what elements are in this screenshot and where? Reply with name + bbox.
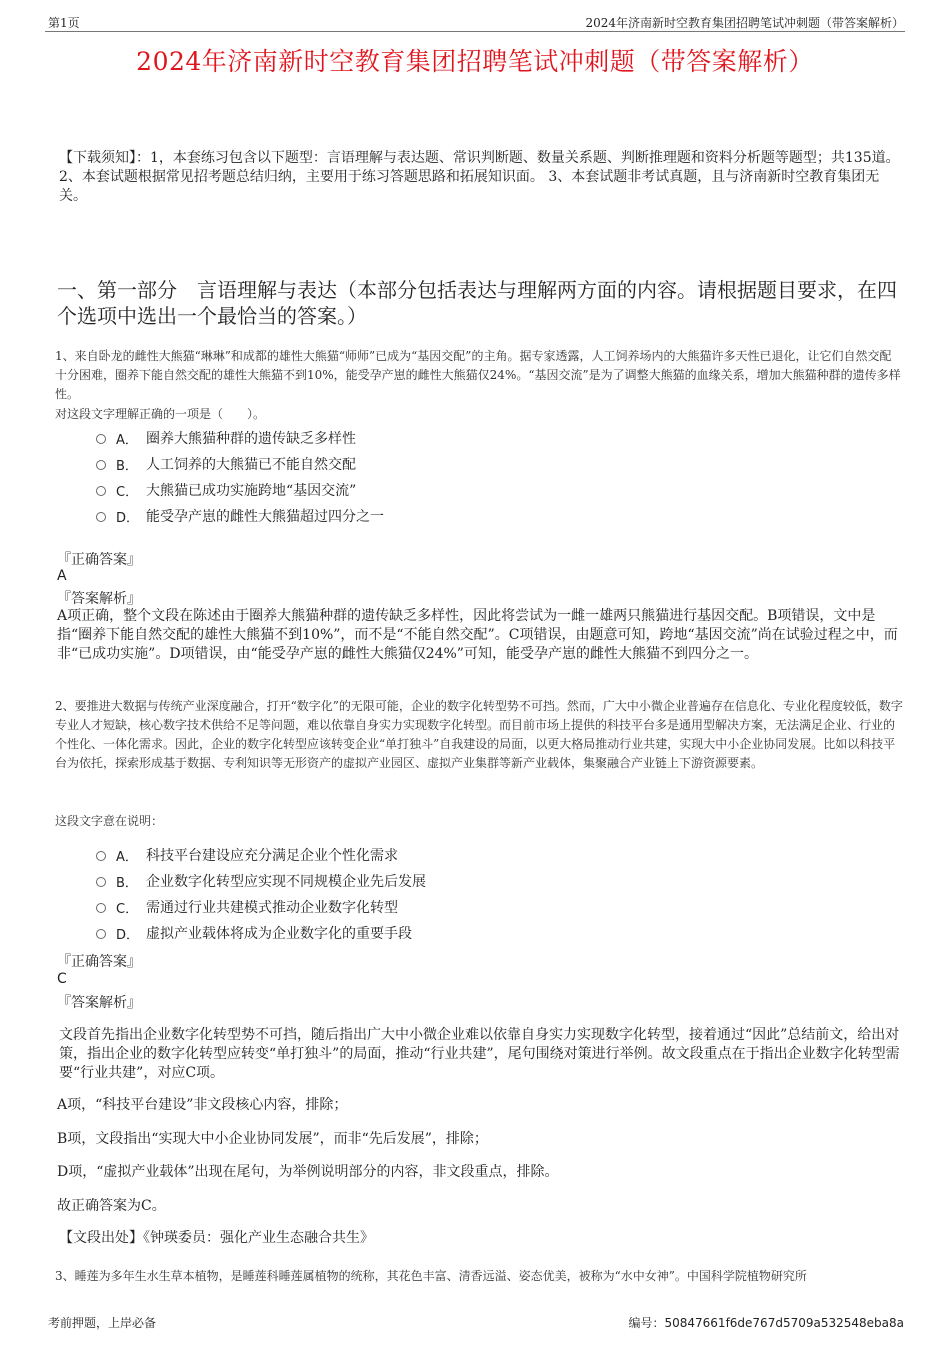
option-key: C．: [116, 484, 139, 500]
question-2-answer-label: 『正确答案』: [57, 954, 141, 970]
option-text: 能受孕产崽的雌性大熊猫超过四分之一: [146, 509, 384, 525]
question-2-note-b: B项，文段指出“实现大中小企业协同发展”，而非“先后发展”，排除；: [57, 1131, 488, 1147]
question-1-option-a[interactable]: [96, 428, 356, 448]
question-1-analysis: A项正确，整个文段在陈述由于圈养大熊猫种群的遗传缺乏多样性，因此将尝试为一雌一雄两只熊猫进行基因交配。B项错误，文中是指“圈养下能自然交配的雄性大熊猫不到10%”，而不是“不能自然交配”。C项错误，由题意可知，跨地“基因交流”尚在试验过程之中，而非“已成功实施”。D项错误，由“能受孕产崽的雌性大熊猫仅24%”可知，能受孕产崽的雌性大熊猫不到四分之一。: [57, 608, 898, 662]
download-notice: 【下载须知】：1，本套练习包含以下题型：言语理解与表达题、常识判断题、数量关系题、判断推理题和资料分析题等题型；共135道。 2、本套试题根据常见招考题总结归纳，主要用于练习答题思路和拓展知识面。 3、本套试题非考试真题，且与济南新时空教育集团无关。: [59, 150, 900, 204]
option-text: 企业数字化转型应实现不同规模企业先后发展: [146, 874, 426, 890]
question-2-analysis: 文段首先指出企业数字化转型势不可挡，随后指出广大中小微企业难以依靠自身实力实现数字化转型，接着通过“因此”总结前文，给出对策，指出企业的数字化转型应转变“单打独斗”的局面，推动“行业共建”，尾句围绕对策进行举例。故文段重点在于指出企业数字化转型需要“行业共建”，对应C项。: [59, 1027, 900, 1081]
option-key: D．: [116, 927, 140, 943]
option-key: B．: [116, 875, 138, 891]
question-2-source: 【文段出处】《钟瑛委员：强化产业生态融合共生》: [59, 1230, 374, 1246]
question-2-option-c[interactable]: [96, 897, 398, 917]
option-key: A．: [116, 849, 138, 865]
question-3-text: 3、睡莲为多年生水生草本植物，是睡莲科睡莲属植物的统称，其花色丰富、清香远溢、姿态优美，被称为“水中女神”。中国科学院植物研究所: [55, 1269, 807, 1283]
footer-code: [628, 1314, 904, 1331]
question-1-analysis-label: 『答案解析』: [57, 591, 141, 607]
footer-code-label: 编号：: [628, 1316, 665, 1330]
question-2-option-b[interactable]: [96, 871, 426, 891]
header-divider: [45, 31, 905, 32]
option-key: C．: [116, 901, 139, 917]
radio-icon[interactable]: [96, 434, 106, 444]
question-2-note-a: A项，“科技平台建设”非文段核心内容，排除；: [57, 1097, 348, 1113]
radio-icon[interactable]: [96, 903, 106, 913]
page-title: 2024年济南新时空教育集团招聘笔试冲刺题（带答案解析）: [136, 47, 814, 76]
option-text: 大熊猫已成功实施跨地“基因交流”: [146, 483, 357, 499]
question-1-option-c[interactable]: [96, 480, 356, 500]
running-title: 2024年济南新时空教育集团招聘笔试冲刺题（带答案解析）: [585, 16, 904, 30]
radio-icon[interactable]: [96, 486, 106, 496]
option-text: 圈养大熊猫种群的遗传缺乏多样性: [146, 431, 356, 447]
radio-icon[interactable]: [96, 851, 106, 861]
question-2-answer: C: [57, 971, 67, 987]
page-number: 第1页: [48, 16, 80, 30]
question-1-answer: A: [57, 568, 67, 584]
footer-slogan: 考前押题，上岸必备: [48, 1316, 157, 1330]
question-1-answer-label: 『正确答案』: [57, 552, 141, 568]
radio-icon[interactable]: [96, 877, 106, 887]
option-text: 虚拟产业载体将成为企业数字化的重要手段: [146, 926, 412, 942]
question-1-option-d[interactable]: [96, 506, 384, 526]
question-2-text: 2、要推进大数据与传统产业深度融合，打开“数字化”的无限可能，企业的数字化转型势不可挡。然而，广大中小微企业普遍存在信息化、专业化程度较低，数字专业人才短缺，核心数字技术供给不足等问题，难以依靠自身实力实现数字化转型。而目前市场上提供的科技平台多是通用型解决方案，无法满足企业、行业的个性化、一体化需求。因此，企业的数字化转型应该转变企业“单打独斗”自我建设的局面，以更大格局推动行业共建，实现大中小企业协同发展。比如以科技平台为依托，探索形成基于数据、专利知识等无形资产的虚拟产业园区、虚拟产业集群等新产业载体，集聚融合产业链上下游资源要素。: [55, 699, 903, 770]
option-key: B．: [116, 458, 138, 474]
option-key: A．: [116, 432, 138, 448]
question-1-text: 1、来自卧龙的雌性大熊猫“琳琳”和成都的雄性大熊猫“师师”已成为“基因交配”的主角。据专家透露，人工饲养场内的大熊猫许多天性已退化，让它们自然交配十分困难，圈养下能自然交配的雄性大熊猫不到10%，能受孕产崽的雌性大熊猫仅24%。“基因交流”是为了调整大熊猫的血缘关系，增加大熊猫种群的遗传多样性。: [55, 349, 901, 401]
section-heading: 一、第一部分 言语理解与表达（本部分包括表达与理解两方面的内容。请根据题目要求，在四个选项中选出一个最恰当的答案。）: [57, 278, 897, 328]
question-2-prompt: 这段文字意在说明：: [55, 814, 164, 828]
radio-icon[interactable]: [96, 460, 106, 470]
option-text: 需通过行业共建模式推动企业数字化转型: [146, 900, 398, 916]
option-key: D．: [116, 510, 140, 526]
radio-icon[interactable]: [96, 929, 106, 939]
question-1-option-b[interactable]: [96, 454, 356, 474]
question-1-prompt: 对这段文字理解正确的一项是（ ）。: [55, 407, 266, 421]
question-2-conclusion: 故正确答案为C。: [57, 1198, 166, 1214]
question-2-option-a[interactable]: [96, 845, 398, 865]
question-2-analysis-label: 『答案解析』: [57, 995, 141, 1011]
question-2-option-d[interactable]: [96, 923, 412, 943]
radio-icon[interactable]: [96, 512, 106, 522]
option-text: 人工饲养的大熊猫已不能自然交配: [146, 457, 356, 473]
question-2-note-d: D项，“虚拟产业载体”出现在尾句，为举例说明部分的内容，非文段重点，排除。: [57, 1164, 559, 1180]
footer-code-value: 50847661f6de767d5709a532548eba8a: [664, 1316, 904, 1330]
option-text: 科技平台建设应充分满足企业个性化需求: [146, 848, 398, 864]
